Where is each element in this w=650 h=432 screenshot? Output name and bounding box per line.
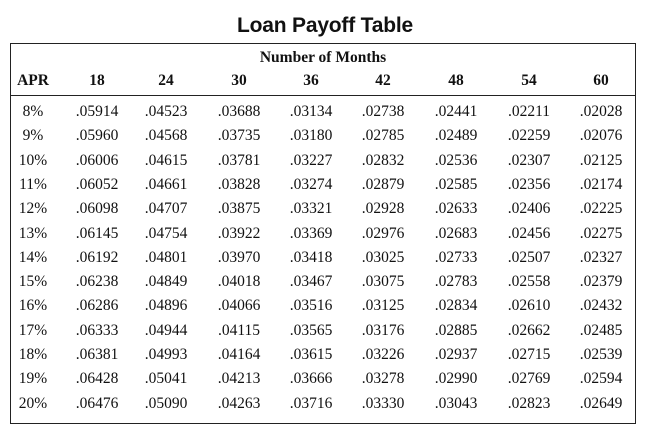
payoff-factor-cell: .02456 (507, 224, 551, 242)
payoff-factor-cell: .04993 (144, 346, 188, 363)
payoff-factor-cell: .02990 (434, 370, 478, 388)
payoff-factor-cell: .02307 (507, 151, 551, 169)
payoff-factor-cell: .06192 (75, 248, 119, 266)
payoff-factor-cell: .03666 (289, 370, 333, 388)
payoff-factor-cell: .02432 (579, 297, 623, 315)
payoff-factor-cell: .04164 (217, 346, 261, 363)
payoff-factor-cell: .04263 (217, 394, 261, 412)
payoff-factor-cell: .03516 (289, 297, 333, 315)
table-row (11, 103, 635, 125)
payoff-factor-cell: .02558 (507, 273, 551, 291)
page-title: Loan Payoff Table (237, 14, 413, 37)
payoff-factor-cell: .03075 (361, 273, 405, 291)
payoff-factor-cell: .02327 (579, 248, 623, 266)
payoff-factor-cell: .02879 (361, 175, 405, 193)
column-header-30: 30 (231, 72, 247, 89)
payoff-factor-cell: .03134 (289, 103, 333, 120)
payoff-factor-cell: .06428 (75, 370, 119, 388)
payoff-factor-cell: .03274 (289, 175, 333, 193)
table-row (11, 176, 635, 198)
payoff-factor-cell: .02928 (361, 200, 405, 218)
payoff-factor-cell: .02174 (579, 175, 623, 193)
payoff-factor-cell: .02769 (507, 370, 551, 388)
apr-cell: 18% (18, 346, 48, 363)
column-header-42: 42 (375, 72, 391, 89)
payoff-factor-cell: .02633 (434, 200, 478, 218)
payoff-factor-cell: .03043 (434, 394, 478, 412)
table-row (11, 395, 635, 417)
payoff-factor-cell: .02832 (361, 151, 405, 169)
payoff-factor-cell: .04896 (144, 297, 188, 315)
payoff-factor-cell: .02885 (434, 321, 478, 339)
payoff-factor-cell: .04615 (144, 151, 188, 169)
payoff-factor-cell: .02485 (579, 321, 623, 339)
payoff-factor-cell: .06098 (75, 200, 119, 218)
payoff-factor-cell: .04018 (217, 273, 261, 291)
payoff-factor-cell: .02379 (579, 273, 623, 291)
payoff-factor-cell: .04707 (144, 200, 188, 218)
payoff-factor-cell: .04754 (144, 224, 188, 242)
payoff-factor-cell: .02610 (507, 297, 551, 315)
payoff-factor-cell: .02125 (579, 151, 623, 169)
apr-cell: 10% (18, 151, 48, 169)
payoff-factor-cell: .05960 (75, 127, 119, 145)
payoff-factor-cell: .03278 (361, 370, 405, 388)
column-header-apr: APR (17, 72, 49, 89)
payoff-factor-cell: .05041 (144, 370, 188, 388)
payoff-factor-cell: .03369 (289, 224, 333, 242)
payoff-factor-cell: .03467 (289, 273, 333, 291)
payoff-factor-cell: .02356 (507, 175, 551, 193)
table-row (11, 249, 635, 271)
payoff-factor-cell: .03321 (289, 200, 333, 218)
payoff-factor-cell: .04523 (144, 103, 188, 120)
payoff-factor-cell: .03615 (289, 346, 333, 363)
payoff-factor-cell: .02539 (579, 346, 623, 363)
table-row (11, 370, 635, 392)
payoff-factor-cell: .02585 (434, 175, 478, 193)
apr-cell: 17% (18, 321, 48, 339)
payoff-factor-cell: .03735 (217, 127, 261, 145)
payoff-factor-cell: .04849 (144, 273, 188, 291)
apr-cell: 14% (18, 248, 48, 266)
payoff-factor-cell: .02738 (361, 103, 405, 120)
payoff-factor-cell: .02834 (434, 297, 478, 315)
payoff-factor-cell: .02259 (507, 127, 551, 145)
table-row (11, 152, 635, 174)
apr-cell: 9% (22, 127, 44, 145)
payoff-factor-cell: .02823 (507, 394, 551, 412)
payoff-factor-cell: .02507 (507, 248, 551, 266)
table-row (11, 346, 635, 368)
apr-cell: 13% (18, 224, 48, 242)
column-header-60: 60 (593, 72, 609, 89)
table-row (11, 200, 635, 222)
apr-cell: 11% (19, 175, 47, 193)
column-header-24: 24 (158, 72, 174, 89)
payoff-factor-cell: .03716 (289, 394, 333, 412)
payoff-factor-cell: .06006 (75, 151, 119, 169)
payoff-factor-cell: .02594 (579, 370, 623, 388)
apr-cell: 12% (18, 200, 48, 218)
payoff-factor-cell: .02733 (434, 248, 478, 266)
payoff-factor-cell: .06333 (75, 321, 119, 339)
payoff-factor-cell: .02937 (434, 346, 478, 363)
table-row (11, 225, 635, 247)
payoff-factor-cell: .02976 (361, 224, 405, 242)
table-row (11, 297, 635, 319)
payoff-factor-cell: .06145 (75, 224, 119, 242)
payoff-factor-cell: .06476 (75, 394, 119, 412)
payoff-factor-cell: .02275 (579, 224, 623, 242)
payoff-factor-cell: .04066 (217, 297, 261, 315)
payoff-factor-cell: .04213 (217, 370, 261, 388)
column-header-36: 36 (303, 72, 319, 89)
payoff-factor-cell: .04568 (144, 127, 188, 145)
column-header-48: 48 (448, 72, 464, 89)
payoff-factor-cell: .05090 (144, 394, 188, 412)
payoff-factor-cell: .03922 (217, 224, 261, 242)
apr-cell: 20% (18, 394, 48, 412)
column-header-18: 18 (89, 72, 105, 89)
table-row (11, 127, 635, 149)
payoff-factor-cell: .02785 (361, 127, 405, 145)
payoff-factor-cell: .03330 (361, 394, 405, 412)
payoff-factor-cell: .02076 (579, 127, 623, 145)
payoff-factor-cell: .06052 (75, 175, 119, 193)
apr-cell: 15% (18, 273, 48, 291)
payoff-factor-cell: .03180 (289, 127, 333, 145)
payoff-factor-cell: .03418 (289, 248, 333, 266)
payoff-factor-cell: .02683 (434, 224, 478, 242)
apr-cell: 19% (18, 370, 48, 388)
payoff-factor-cell: .02406 (507, 200, 551, 218)
payoff-factor-cell: .04944 (144, 321, 188, 339)
payoff-factor-cell: .04661 (144, 175, 188, 193)
payoff-factor-cell: .05914 (75, 103, 119, 120)
loan-payoff-table (10, 43, 636, 424)
payoff-factor-cell: .03970 (217, 248, 261, 266)
payoff-factor-cell: .02225 (579, 200, 623, 218)
payoff-factor-cell: .02649 (579, 394, 623, 412)
payoff-factor-cell: .02441 (434, 103, 478, 120)
table-row (11, 273, 635, 295)
table-body (11, 44, 635, 423)
payoff-factor-cell: .02211 (507, 103, 551, 120)
apr-cell: 8% (22, 103, 44, 120)
payoff-factor-cell: .03226 (361, 346, 405, 363)
payoff-factor-cell: .03828 (217, 175, 261, 193)
payoff-factor-cell: .02536 (434, 151, 478, 169)
payoff-factor-cell: .03875 (217, 200, 261, 218)
payoff-factor-cell: .03227 (289, 151, 333, 169)
payoff-factor-cell: .03688 (217, 103, 261, 120)
table-row (11, 322, 635, 344)
payoff-factor-cell: .03125 (361, 297, 405, 315)
payoff-factor-cell: .02489 (434, 127, 478, 145)
payoff-factor-cell: .06238 (75, 273, 119, 291)
payoff-factor-cell: .03025 (361, 248, 405, 266)
payoff-factor-cell: .02715 (507, 346, 551, 363)
payoff-factor-cell: .02028 (579, 103, 623, 120)
months-group-header: Number of Months (259, 49, 387, 66)
apr-cell: 16% (18, 297, 48, 315)
payoff-factor-cell: .02662 (507, 321, 551, 339)
payoff-factor-cell: .06381 (75, 346, 119, 363)
payoff-factor-cell: .03176 (361, 321, 405, 339)
payoff-factor-cell: .03565 (289, 321, 333, 339)
payoff-factor-cell: .06286 (75, 297, 119, 315)
payoff-factor-cell: .04801 (144, 248, 188, 266)
payoff-factor-cell: .04115 (217, 321, 261, 339)
payoff-factor-cell: .03781 (217, 151, 261, 169)
payoff-factor-cell: .02783 (434, 273, 478, 291)
column-header-54: 54 (521, 72, 537, 89)
